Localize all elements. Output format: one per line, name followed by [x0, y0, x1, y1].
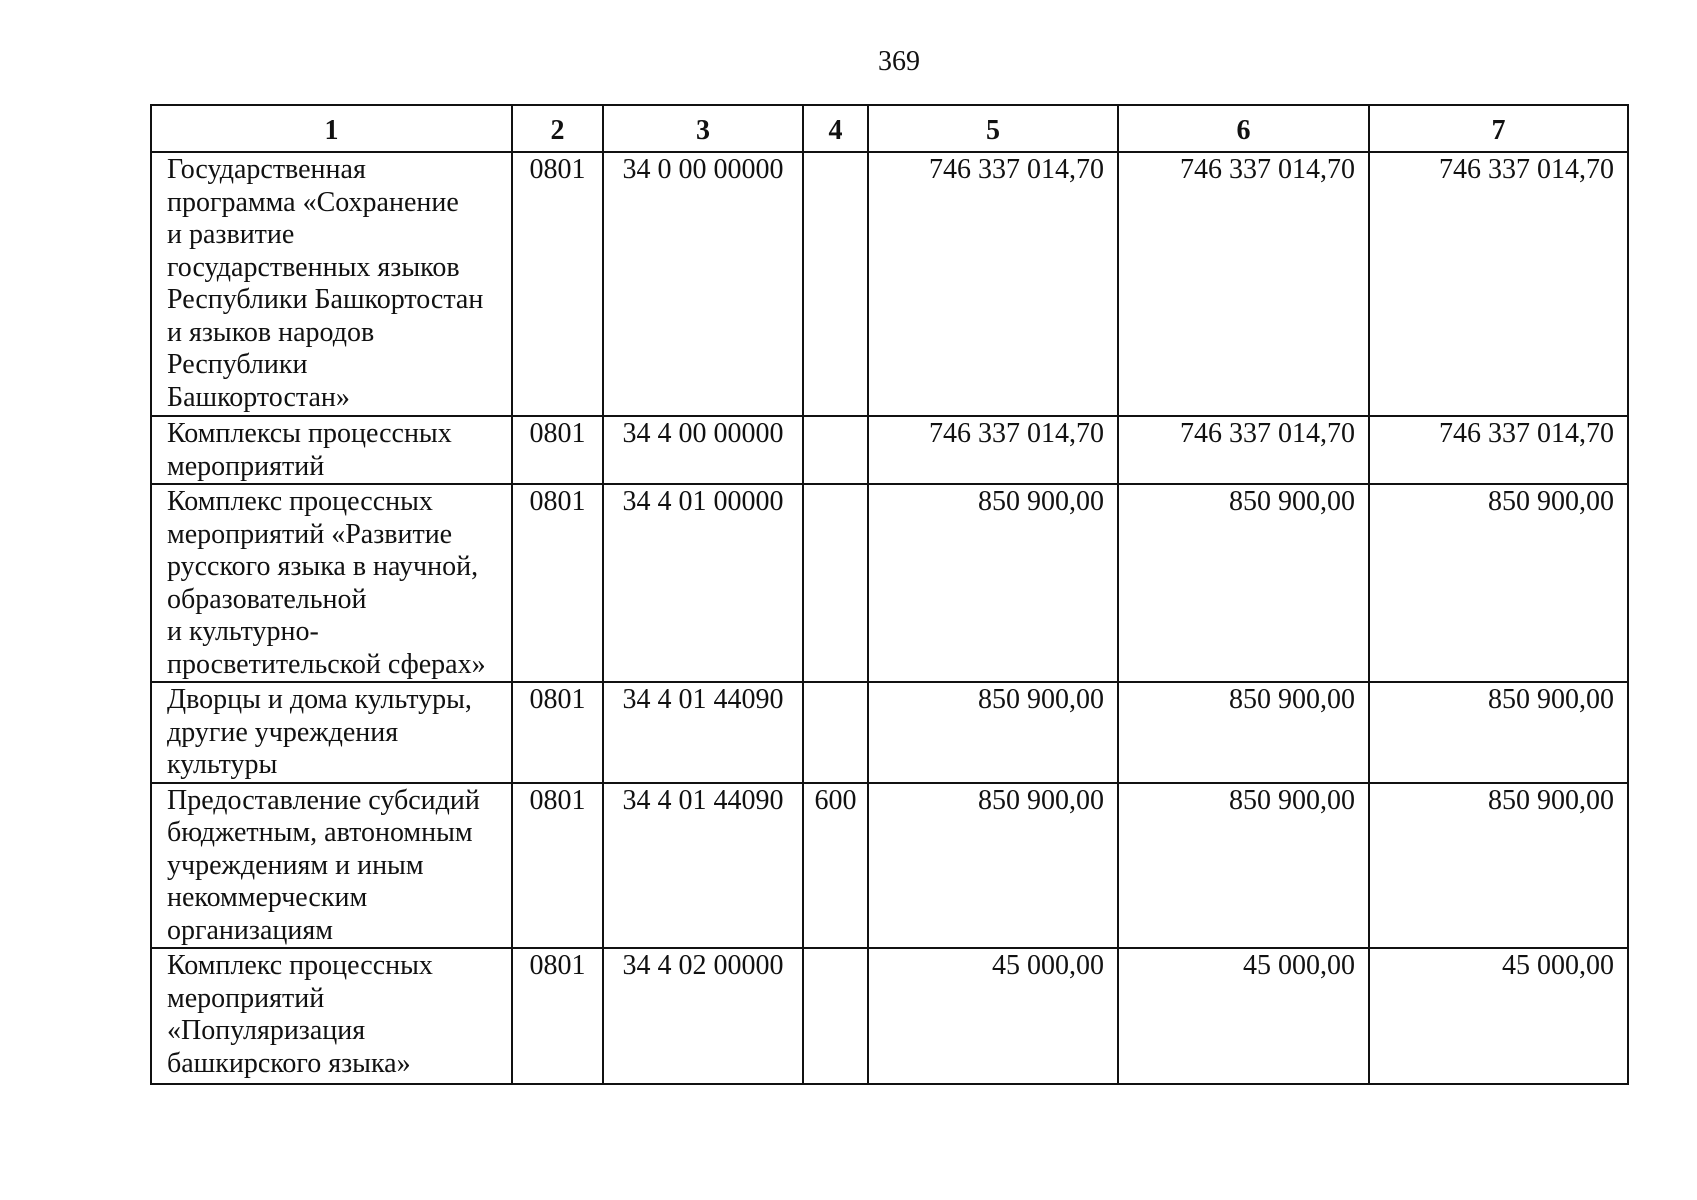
amount-cell: 45 000,00 — [868, 948, 1118, 1084]
amount-cell: 850 900,00 — [1118, 682, 1369, 783]
description-cell: Комплекс процессных мероприятий «Развитие русского языка в научной, образовательной и культурно- просветительской сферах» — [151, 484, 512, 682]
target-item-code-cell: 34 4 01 00000 — [603, 484, 803, 682]
amount-cell: 746 337 014,70 — [1118, 416, 1369, 484]
section-code-cell: 0801 — [512, 484, 603, 682]
table-row — [151, 152, 1628, 416]
page-number: 369 — [878, 46, 920, 77]
expense-type-code-cell — [803, 152, 868, 416]
amount-cell: 746 337 014,70 — [868, 152, 1118, 416]
target-item-code-cell: 34 4 01 44090 — [603, 682, 803, 783]
target-item-code-cell: 34 4 00 00000 — [603, 416, 803, 484]
table-row — [151, 484, 1628, 682]
amount-cell: 746 337 014,70 — [1118, 152, 1369, 416]
table-header-cell: 1 — [151, 105, 512, 152]
description-cell: Дворцы и дома культуры, другие учреждения культуры — [151, 682, 512, 783]
expense-type-code-cell — [803, 484, 868, 682]
amount-cell: 746 337 014,70 — [1369, 152, 1628, 416]
section-code-cell: 0801 — [512, 152, 603, 416]
amount-cell: 850 900,00 — [1118, 484, 1369, 682]
table-row — [151, 682, 1628, 783]
table-header-cell: 3 — [603, 105, 803, 152]
expense-type-code-cell — [803, 948, 868, 1084]
amount-cell: 850 900,00 — [868, 783, 1118, 949]
amount-cell: 45 000,00 — [1118, 948, 1369, 1084]
target-item-code-cell: 34 4 01 44090 — [603, 783, 803, 949]
description-cell: Комплекс процессных мероприятий «Популяризация башкирского языка» — [151, 948, 512, 1084]
amount-cell: 850 900,00 — [1369, 783, 1628, 949]
description-cell: Государственная программа «Сохранение и развитие государственных языков Республики Башкортостан и языков народов Республики Башкортостан» — [151, 152, 512, 416]
table-header-cell: 6 — [1118, 105, 1369, 152]
table-row — [151, 948, 1628, 1084]
table-header-cell: 5 — [868, 105, 1118, 152]
table-header-cell: 7 — [1369, 105, 1628, 152]
amount-cell: 746 337 014,70 — [1369, 416, 1628, 484]
description-cell: Комплексы процессных мероприятий — [151, 416, 512, 484]
description-cell: Предоставление субсидий бюджетным, автономным учреждениям и иным некоммерческим организациям — [151, 783, 512, 949]
amount-cell: 850 900,00 — [1369, 682, 1628, 783]
amount-cell: 850 900,00 — [868, 484, 1118, 682]
table-header-row — [151, 105, 1628, 152]
table-header-cell: 4 — [803, 105, 868, 152]
amount-cell: 850 900,00 — [868, 682, 1118, 783]
table-row — [151, 416, 1628, 484]
section-code-cell: 0801 — [512, 783, 603, 949]
table-header-cell: 2 — [512, 105, 603, 152]
target-item-code-cell: 34 4 02 00000 — [603, 948, 803, 1084]
section-code-cell: 0801 — [512, 416, 603, 484]
table-row — [151, 783, 1628, 949]
target-item-code-cell: 34 0 00 00000 — [603, 152, 803, 416]
expense-type-code-cell — [803, 682, 868, 783]
expense-type-code-cell — [803, 416, 868, 484]
amount-cell: 45 000,00 — [1369, 948, 1628, 1084]
expense-type-code-cell: 600 — [803, 783, 868, 949]
amount-cell: 850 900,00 — [1118, 783, 1369, 949]
amount-cell: 746 337 014,70 — [868, 416, 1118, 484]
section-code-cell: 0801 — [512, 682, 603, 783]
section-code-cell: 0801 — [512, 948, 603, 1084]
budget-table — [150, 104, 1629, 1085]
amount-cell: 850 900,00 — [1369, 484, 1628, 682]
